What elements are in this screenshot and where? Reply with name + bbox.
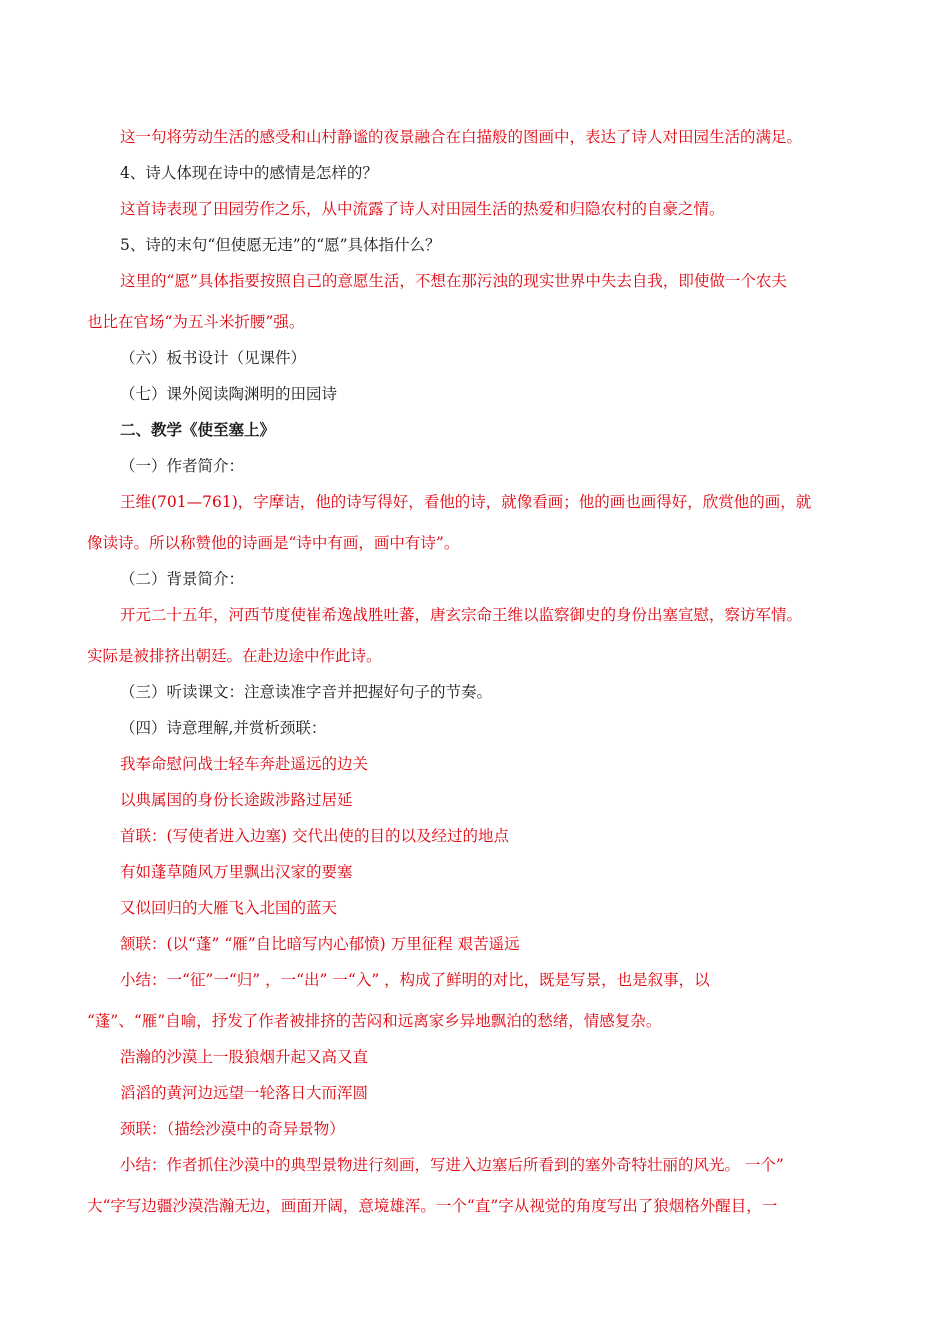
summary-line: “蓬”、“雁”自喻，抒发了作者被排挤的苦闷和远离家乡异地飘泊的愁绪，情感复杂。	[87, 1012, 662, 1030]
poem-translation-line: 有如蓬草随风万里飘出汉家的要塞	[120, 863, 353, 881]
answer-line: 也比在官场“为五斗米折腰”强。	[87, 313, 305, 331]
author-intro-line: 像读诗。所以称赞他的诗画是“诗中有画，画中有诗”。	[87, 534, 460, 552]
answer-line: 这里的“愿”具体指要按照自己的意愿生活，不想在那污浊的现实世界中失去自我，即使做一个农夫	[120, 272, 787, 290]
subsection-heading: （一）作者简介：	[120, 457, 245, 475]
background-line: 开元二十五年，河西节度使崔希逸战胜吐蕃，唐玄宗命王维以监察御史的身份出塞宣慰，察访军情。	[120, 606, 803, 624]
poem-translation-line: 滔滔的黄河边远望一轮落日大而浑圆	[120, 1084, 369, 1102]
subsection-heading: （二）背景简介：	[120, 570, 245, 588]
section-7-heading: （七）课外阅读陶渊明的田园诗	[120, 385, 338, 403]
section-6-heading: （六）板书设计（见课件）	[120, 349, 307, 367]
background-line: 实际是被排挤出朝廷。在赴边途中作此诗。	[87, 647, 382, 665]
couplet-note: 颔联：(以“蓬” “雁”自比暗写内心郁愤) 万里征程 艰苦遥远	[120, 935, 520, 953]
summary-line: 小结：一“征”一“归” ，一“出” 一“入” ，构成了鲜明的对比，既是写景，也是叙事，以	[120, 971, 710, 989]
poem-translation-line: 又似回归的大雁飞入北国的蓝天	[120, 899, 338, 917]
question-4: 4、诗人体现在诗中的感情是怎样的？	[120, 164, 378, 182]
answer-line: 这一句将劳动生活的感受和山村静谧的夜景融合在白描般的图画中，表达了诗人对田园生活的满足。	[120, 128, 803, 146]
subsection-heading: （三）听读课文：注意读准字音并把握好句子的节奏。	[120, 683, 493, 701]
summary-line: 小结：作者抓住沙漠中的典型景物进行刻画，写进入边塞后所看到的塞外奇特壮丽的风光。 一个”	[120, 1156, 784, 1174]
subsection-heading: （四）诗意理解,并赏析颈联：	[120, 719, 327, 737]
question-5: 5、诗的末句“但使愿无违”的“愿”具体指什么？	[120, 236, 441, 254]
answer-line: 这首诗表现了田园劳作之乐，从中流露了诗人对田园生活的热爱和归隐农村的自豪之情。	[120, 200, 725, 218]
couplet-note: 颈联：（描绘沙漠中的奇异景物）	[120, 1120, 345, 1138]
author-intro-line: 王维(701—761)，字摩诘，他的诗写得好，看他的诗，就像看画；他的画也画得好，欣赏他的画，就	[120, 493, 812, 511]
part-2-heading: 二、教学《使至塞上》	[120, 420, 276, 439]
summary-line: 大“字写边疆沙漠浩瀚无边，画面开阔，意境雄浑。一个“直”字从视觉的角度写出了狼烟格外醒目，一	[87, 1197, 778, 1215]
poem-translation-line: 我奉命慰问战士轻车奔赴遥远的边关	[120, 755, 369, 773]
poem-translation-line: 以典属国的身份长途跋涉路过居延	[120, 791, 353, 809]
couplet-note: 首联：(写使者进入边塞) 交代出使的目的以及经过的地点	[120, 827, 510, 845]
poem-translation-line: 浩瀚的沙漠上一股狼烟升起又高又直	[120, 1048, 369, 1066]
